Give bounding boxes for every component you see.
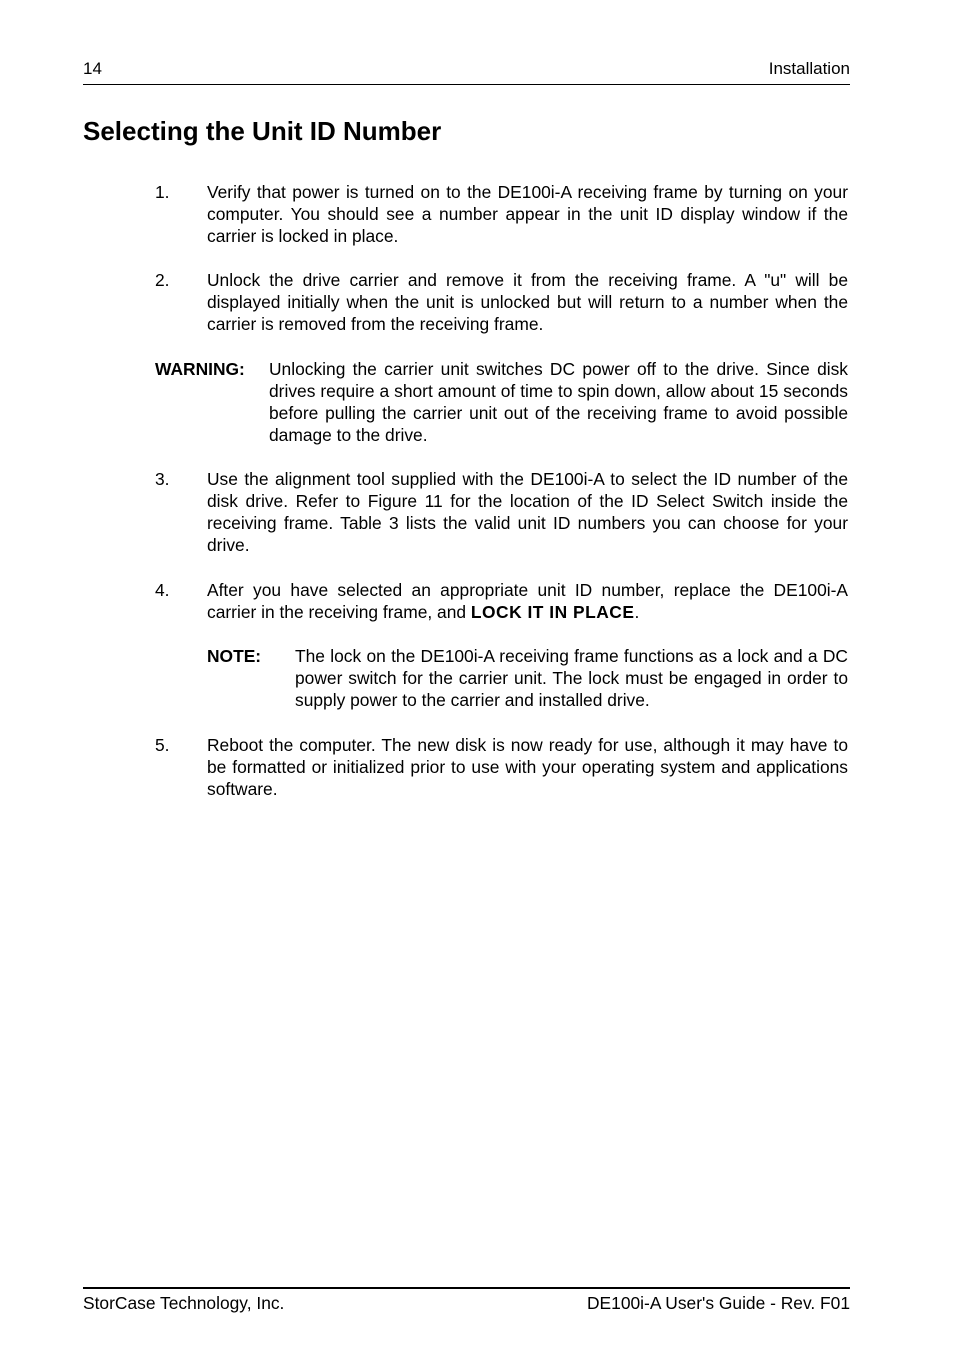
note-text: The lock on the DE100i-A receiving frame functions as a lock and a DC power switch for the carrier unit. The lock must be engaged in order to supply power to the carrier and installed drive. xyxy=(295,646,848,710)
step-2 xyxy=(155,269,848,335)
step-text-part: . xyxy=(634,602,640,622)
step-4 xyxy=(155,579,848,623)
step-number: 5. xyxy=(155,735,170,755)
page-number: 14 xyxy=(83,59,102,78)
footer-company: StorCase Technology, Inc. xyxy=(83,1293,285,1313)
header-rule xyxy=(83,84,850,85)
step-text xyxy=(207,579,848,623)
step-text: Verify that power is turned on to the DE100i-A receiving frame by turning on your computer. You should see a number appear in the unit ID display window if the carrier is locked in place. xyxy=(207,182,848,246)
note-block xyxy=(207,645,848,711)
step-text: Unlock the drive carrier and remove it from the receiving frame. A "u" will be displayed initially when the unit is unlocked but will return to a number when the carrier is removed from the receiving frame. xyxy=(207,270,848,334)
step-number: 1. xyxy=(155,182,170,202)
step-1 xyxy=(155,181,848,247)
step-5 xyxy=(155,734,848,800)
warning-text: Unlocking the carrier unit switches DC power off to the drive. Since disk drives require a short amount of time to spin down, allow about 15 seconds before pulling the carrier unit out of the receiving frame to avoid possible damage to the drive. xyxy=(269,359,848,445)
step-number: 4. xyxy=(155,580,170,600)
step-text-part: After you have selected an appropriate unit ID number, replace the DE100i-A carrier in the receiving frame, and xyxy=(207,580,848,622)
note-label: NOTE: xyxy=(207,646,262,666)
page-title: Selecting the Unit ID Number xyxy=(83,116,442,146)
step-3 xyxy=(155,468,848,556)
lock-emphasis: LOCK IT IN PLACE xyxy=(470,602,635,622)
running-header-section: Installation xyxy=(768,59,850,78)
step-text: Reboot the computer. The new disk is now ready for use, although it may have to be formatted or initialized prior to use with your operating system and applications software. xyxy=(207,735,848,799)
step-number: 3. xyxy=(155,469,170,489)
step-text: Use the alignment tool supplied with the DE100i-A to select the ID number of the disk drive. Refer to Figure 11 for the location of the ID Select Switch inside the receiving frame. Table 3 lists the valid unit ID numbers you can choose for your drive. xyxy=(207,469,848,555)
footer-rule xyxy=(83,1287,850,1289)
footer-guide-title: DE100i-A User's Guide - Rev. F01 xyxy=(587,1293,850,1313)
warning-label: WARNING: xyxy=(155,359,245,379)
step-number: 2. xyxy=(155,270,170,290)
warning-block xyxy=(155,358,848,446)
